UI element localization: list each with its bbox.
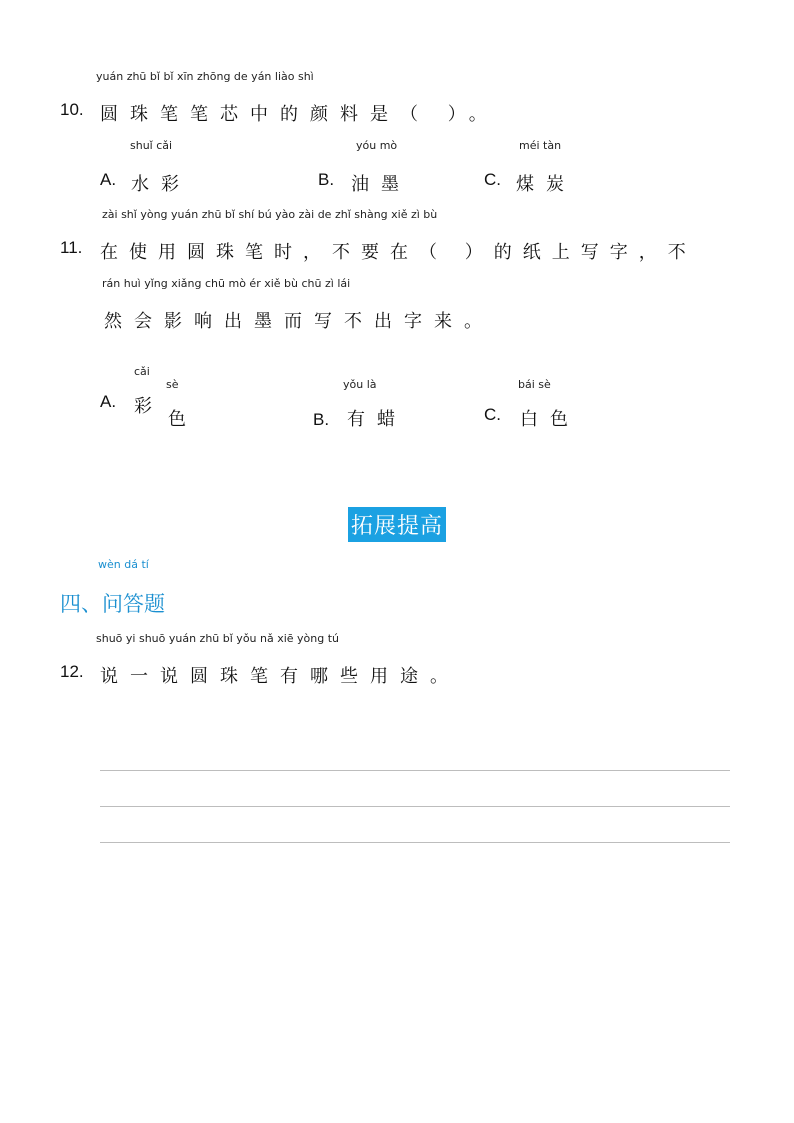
q11-text-line1: 在使用圆珠笔时，不要在（ ）的纸上写字，不 (100, 242, 697, 263)
answer-line-2[interactable] (100, 806, 730, 807)
q11-option-c-text[interactable]: 白色 (520, 409, 580, 430)
q11-text-line2: 然会影响出墨而写不出字来。 (104, 311, 494, 332)
answer-line-1[interactable] (100, 770, 730, 771)
q11-option-a-letter: A. (100, 392, 117, 411)
q12-text: 说一说圆珠笔有哪些用途。 (100, 666, 460, 687)
q10-option-a-pinyin: shuǐ cǎi (130, 139, 173, 152)
q12-pinyin: shuō yi shuō yuán zhū bǐ yǒu nǎ xiē yòng tú (96, 632, 340, 645)
q11-number: 11. (60, 238, 83, 257)
q10-option-c-pinyin: méi tàn (519, 139, 562, 152)
answer-line-3[interactable] (100, 842, 730, 843)
q11-option-c-letter: C. (484, 405, 501, 424)
q10-text: 圆珠笔笔芯中的颜料是（ ）。 (100, 104, 499, 125)
q11-option-b-letter: B. (313, 410, 330, 429)
q10-option-c-letter: C. (484, 170, 501, 189)
extension-banner: 拓展提高 (348, 507, 446, 542)
q11-option-b-text[interactable]: 有蜡 (347, 409, 407, 430)
q10-option-b-text[interactable]: 油墨 (351, 174, 411, 195)
q12-number: 12. (60, 662, 84, 681)
q11-option-c-pinyin: bái sè (518, 378, 551, 391)
q10-option-a-letter: A. (100, 170, 117, 189)
q11-option-a-pinyin-1: cǎi (134, 365, 150, 378)
q11-option-b-pinyin: yǒu là (343, 378, 377, 391)
q10-option-a-text[interactable]: 水彩 (131, 174, 191, 195)
section-pinyin: wèn dá tí (98, 558, 149, 571)
section-title: 四、问答题 (60, 592, 165, 616)
q11-option-a-char-1[interactable]: 彩 (134, 396, 152, 417)
q10-pinyin: yuán zhū bǐ bǐ xīn zhōng de yán liào shì (96, 70, 314, 83)
q10-option-b-letter: B. (318, 170, 335, 189)
q10-number: 10. (60, 100, 84, 119)
q11-pinyin-line1: zài shǐ yòng yuán zhū bǐ shí bú yào zài de zhǐ shàng xiě zì bù (102, 208, 438, 221)
q11-pinyin-line2: rán huì yǐng xiǎng chū mò ér xiě bù chū zì lái (102, 277, 351, 290)
q11-option-a-char-2[interactable]: 色 (168, 409, 186, 430)
q11-option-a-pinyin-2: sè (166, 378, 179, 391)
q10-option-b-pinyin: yóu mò (356, 139, 398, 152)
q10-option-c-text[interactable]: 煤炭 (516, 174, 576, 195)
